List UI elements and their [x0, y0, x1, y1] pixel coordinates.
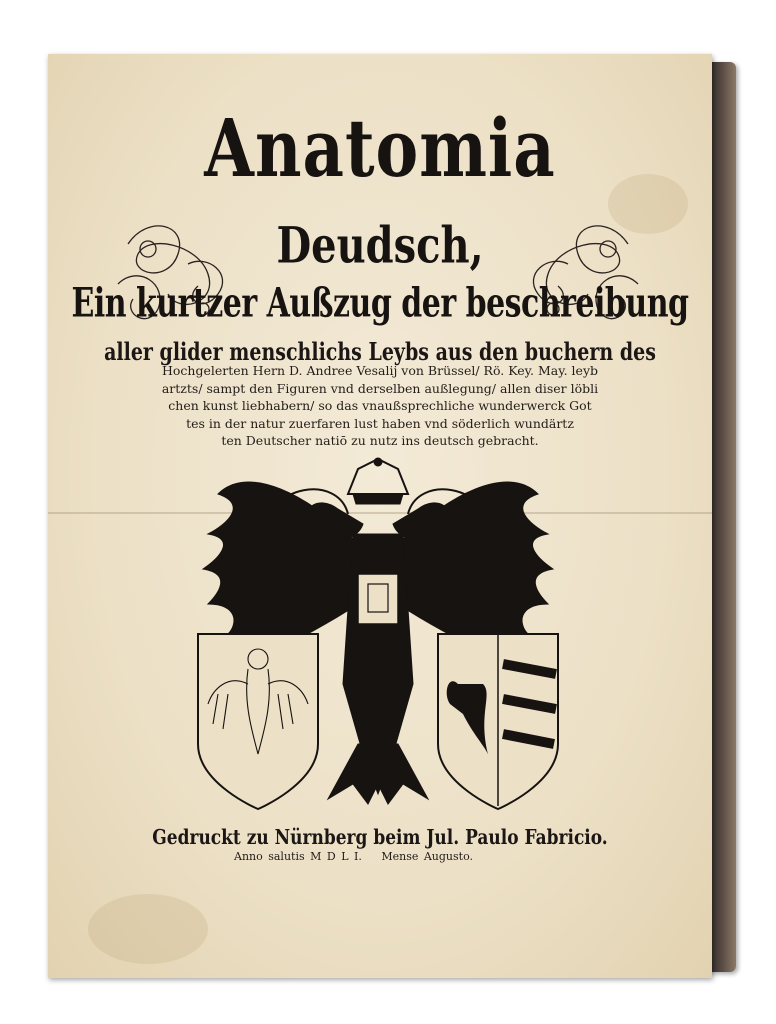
description-line: tes in der natur zuerfaren lust haben vnd söderlich wundärtz: [186, 415, 574, 431]
title-line-kurtzer-auszug: Ein kurtzer Außzug der beschreibung: [71, 280, 689, 328]
title-page: [48, 54, 712, 978]
printer-imprint: Gedruckt zu Nürnberg beim Jul. Paulo Fabricio.: [152, 826, 608, 850]
description-line: chen kunst liebhabern/ so das vnaußsprechliche wunderwerck Got: [168, 398, 592, 413]
publication-date: [234, 850, 487, 863]
title-description: [108, 362, 652, 450]
description-line: Hochgelerten Hern D. Andree Vesalij von Brüssel/ Rö. Key. May. leyb: [161, 363, 599, 378]
double-headed-eagle-crest-icon: [188, 454, 568, 814]
title-anatomia: Anatomia: [204, 102, 556, 196]
date-mense: Mense Augusto.: [381, 850, 473, 863]
description-line: ten Deutscher natiō zu nutz ins deutsch gebracht.: [221, 433, 539, 448]
title-line-glider: aller glider menschlichs Leybs aus den buchern des: [104, 338, 656, 367]
title-deudsch: Deudsch,: [276, 216, 484, 275]
description-line: artzts/ sampt den Figuren vnd derselben außlegung/ allen diser löbli: [161, 380, 599, 396]
date-anno: Anno salutis M D L I.: [234, 850, 362, 863]
paper-stain: [88, 894, 208, 964]
